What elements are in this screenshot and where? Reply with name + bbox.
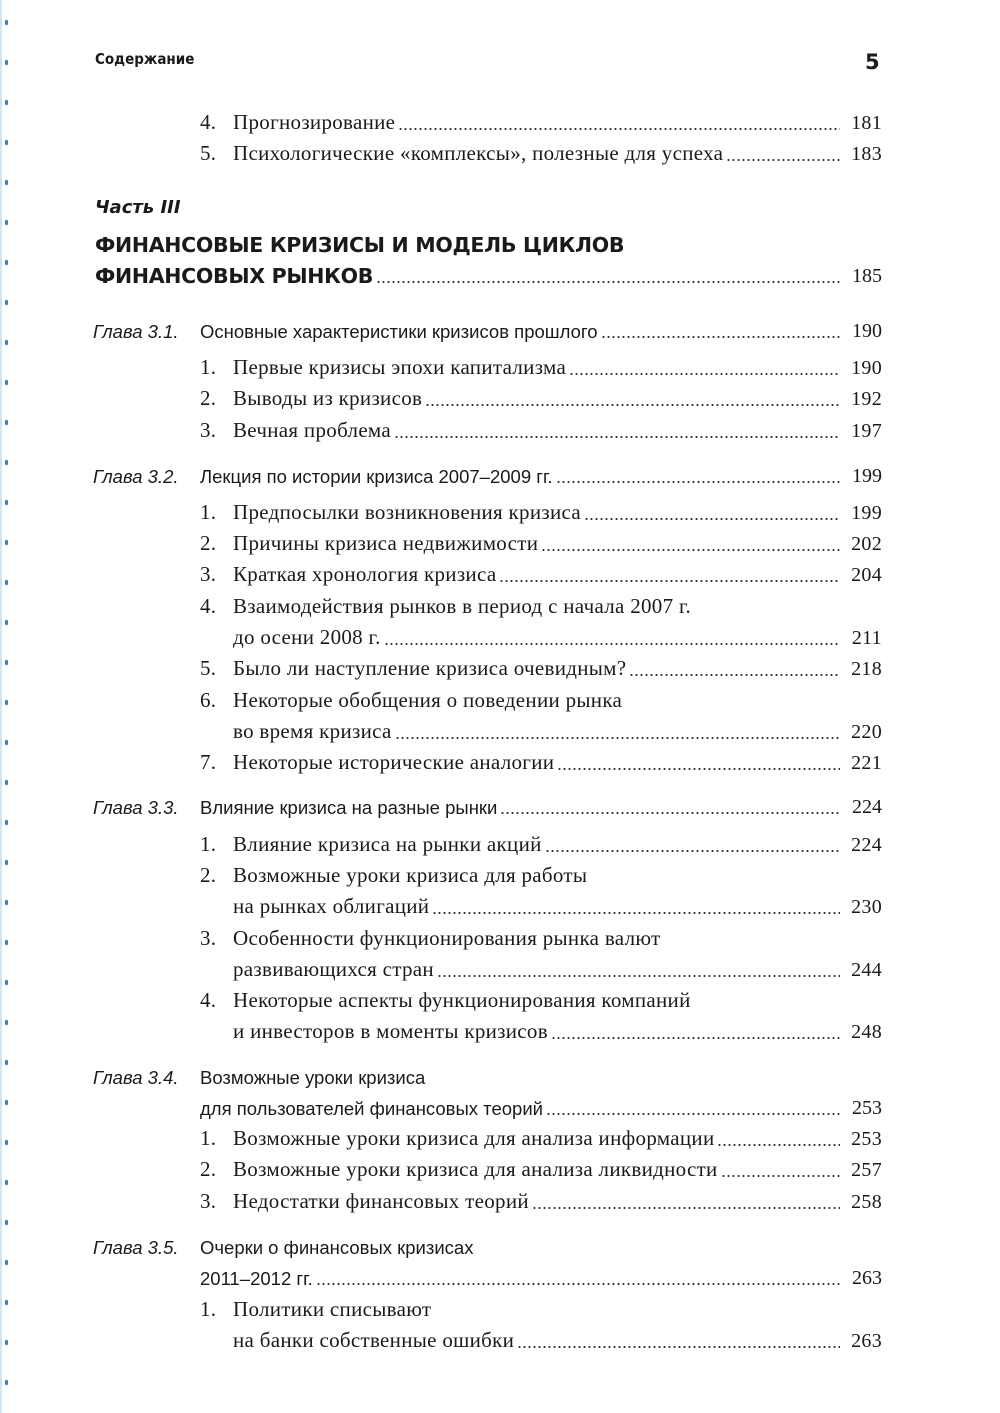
item-number: 1. xyxy=(200,500,217,524)
item-number: 2. xyxy=(200,1157,217,1181)
entry-title: Прогнозирование xyxy=(233,110,396,134)
page-ref: 199 xyxy=(852,465,882,487)
item-number: 4. xyxy=(200,594,217,618)
page-ref: 230 xyxy=(851,896,882,918)
page-ref: 248 xyxy=(851,1021,882,1043)
entry-title: на банки собственные ошибки xyxy=(233,1328,515,1352)
binding-mark xyxy=(5,60,8,65)
leader-dots xyxy=(584,513,840,521)
toc-item[interactable] xyxy=(0,529,1000,560)
entry-title: 2011–2012 гг. xyxy=(200,1268,313,1289)
entry-title: развивающихся стран xyxy=(233,957,434,981)
part-label: Часть III xyxy=(95,197,181,218)
entry-title: Возможные уроки кризиса для работы xyxy=(233,863,588,887)
toc-item[interactable] xyxy=(0,986,1000,1048)
toc-chapter[interactable] xyxy=(0,316,1000,347)
binding-mark xyxy=(5,100,8,105)
page-ref: 253 xyxy=(851,1128,882,1150)
page-ref: 258 xyxy=(851,1191,882,1213)
leader-dots xyxy=(551,1032,840,1040)
toc-chapter[interactable] xyxy=(0,461,1000,492)
toc-item[interactable] xyxy=(0,1295,1000,1357)
leader-dots xyxy=(717,1139,840,1147)
toc-item[interactable] xyxy=(0,384,1000,415)
leader-dots xyxy=(569,368,840,376)
page-ref: 181 xyxy=(851,112,882,134)
page-ref: 199 xyxy=(851,502,882,524)
leader-dots xyxy=(726,154,840,162)
binding-mark xyxy=(5,1380,8,1385)
page-ref: 190 xyxy=(852,320,882,342)
item-number: 3. xyxy=(200,926,217,950)
entry-title: Очерки о финансовых кризисах xyxy=(200,1237,474,1258)
page-ref: 202 xyxy=(851,533,882,555)
page-ref: 190 xyxy=(851,357,882,379)
toc-chapter[interactable] xyxy=(0,1062,1000,1124)
page-ref: 263 xyxy=(852,1267,882,1289)
item-number: 3. xyxy=(200,1189,217,1213)
entry-title: на рынках облигаций xyxy=(233,894,430,918)
page-ref: 263 xyxy=(851,1330,882,1352)
page-ref: 185 xyxy=(852,265,882,287)
leader-dots xyxy=(376,276,840,284)
item-number: 2. xyxy=(200,386,217,410)
entry-title: Некоторые аспекты функционирования компаний xyxy=(233,988,691,1012)
chapter-label: Глава 3.2. xyxy=(93,466,179,487)
toc-item[interactable] xyxy=(0,416,1000,447)
page-ref: 204 xyxy=(851,564,882,586)
leader-dots xyxy=(629,669,840,677)
entry-title: Выводы из кризисов xyxy=(233,386,423,410)
toc-item[interactable] xyxy=(0,686,1000,748)
page-ref: 220 xyxy=(851,721,882,743)
toc-item[interactable] xyxy=(0,353,1000,384)
toc-item[interactable] xyxy=(0,139,1000,170)
chapter-label: Глава 3.1. xyxy=(93,321,179,342)
entry-title: до осени 2008 г. xyxy=(233,625,381,649)
toc-chapter[interactable] xyxy=(0,792,1000,823)
entry-title: Влияние кризиса на разные рынки xyxy=(200,797,498,818)
entry-title: Было ли наступление кризиса очевидным? xyxy=(233,656,627,680)
item-number: 2. xyxy=(200,863,217,887)
item-number: 1. xyxy=(200,355,217,379)
page-ref: 224 xyxy=(852,796,882,818)
entry-title: Некоторые обобщения о поведении рынка xyxy=(233,688,623,712)
entry-title: Краткая хронология кризиса xyxy=(233,562,497,586)
binding-mark xyxy=(5,20,8,25)
leader-dots xyxy=(437,970,840,978)
page-ref: 224 xyxy=(851,834,882,856)
chapter-label: Глава 3.5. xyxy=(93,1237,179,1258)
toc-item[interactable] xyxy=(0,748,1000,779)
item-number: 3. xyxy=(200,418,217,442)
item-number: 2. xyxy=(200,531,217,555)
toc-item[interactable] xyxy=(0,830,1000,861)
toc-item[interactable] xyxy=(0,861,1000,923)
leader-dots xyxy=(556,476,840,484)
entry-title: Вечная проблема xyxy=(233,418,392,442)
entry-title: Основные характеристики кризисов прошлого xyxy=(200,321,598,342)
item-number: 4. xyxy=(200,110,217,134)
leader-dots xyxy=(517,1341,840,1349)
leader-dots xyxy=(316,1278,840,1286)
leader-dots xyxy=(398,123,840,131)
toc-item[interactable] xyxy=(0,108,1000,139)
leader-dots xyxy=(499,575,840,583)
leader-dots xyxy=(721,1170,840,1178)
leader-dots xyxy=(541,544,840,552)
entry-title: Предпосылки возникновения кризиса xyxy=(233,500,582,524)
entry-title: Некоторые исторические аналогии xyxy=(233,750,555,774)
leader-dots xyxy=(394,431,840,439)
entry-title: Возможные уроки кризиса для анализа ликвидности xyxy=(233,1157,718,1181)
binding-mark xyxy=(5,1220,8,1225)
entry-title: Психологические «комплексы», полезные для успеха xyxy=(233,141,724,165)
toc-chapter[interactable] xyxy=(0,1232,1000,1294)
entry-title: Взаимодействия рынков в период с начала 2007 г. xyxy=(233,594,692,618)
part-title-line: ФИНАНСОВЫЕ КРИЗИСЫ И МОДЕЛЬ ЦИКЛОВ xyxy=(95,233,625,257)
entry-title: Возможные уроки кризиса для анализа информации xyxy=(233,1126,715,1150)
toc-item[interactable] xyxy=(0,1155,1000,1186)
toc-item[interactable] xyxy=(0,1187,1000,1218)
page-ref: 218 xyxy=(851,658,882,680)
leader-dots xyxy=(395,732,840,740)
item-number: 1. xyxy=(200,1297,217,1321)
entry-title: для пользователей финансовых теорий xyxy=(200,1098,543,1119)
item-number: 4. xyxy=(200,988,217,1012)
page-ref: 197 xyxy=(851,420,882,442)
entry-title: Возможные уроки кризиса xyxy=(200,1067,426,1088)
entry-title: Лекция по истории кризиса 2007–2009 гг. xyxy=(200,466,553,487)
entry-title: и инвесторов в моменты кризисов xyxy=(233,1019,548,1043)
entry-title: Влияние кризиса на рынки акций xyxy=(233,832,542,856)
leader-dots xyxy=(500,807,840,815)
chapter-label: Глава 3.4. xyxy=(93,1067,179,1088)
leader-dots xyxy=(425,399,840,407)
toc-item[interactable] xyxy=(0,654,1000,685)
leader-dots xyxy=(601,331,840,339)
leader-dots xyxy=(432,907,840,915)
binding-mark xyxy=(5,180,8,185)
item-number: 7. xyxy=(200,750,217,774)
page-ref: 183 xyxy=(851,143,882,165)
page-ref: 211 xyxy=(851,627,882,649)
entry-title: Политики списывают xyxy=(233,1297,432,1321)
item-number: 1. xyxy=(200,1126,217,1150)
leader-dots xyxy=(557,763,840,771)
leader-dots xyxy=(545,845,840,853)
part-title-line: ФИНАНСОВЫХ РЫНКОВ xyxy=(95,264,374,288)
item-number: 6. xyxy=(200,688,217,712)
page-ref: 257 xyxy=(851,1159,882,1181)
running-header: Содержание xyxy=(95,50,195,68)
entry-title: Особенности функционирования рынка валют xyxy=(233,926,661,950)
toc-item[interactable] xyxy=(0,498,1000,529)
item-number: 1. xyxy=(200,832,217,856)
part-title[interactable] xyxy=(0,230,1000,292)
binding-mark xyxy=(5,220,8,225)
entry-title: во время кризиса xyxy=(233,719,392,743)
page-ref: 221 xyxy=(851,752,882,774)
binding-mark xyxy=(5,780,8,785)
leader-dots xyxy=(546,1108,840,1116)
item-number: 3. xyxy=(200,562,217,586)
page-ref: 244 xyxy=(851,959,882,981)
entry-title: Причины кризиса недвижимости xyxy=(233,531,539,555)
binding-mark xyxy=(5,300,8,305)
page-ref: 253 xyxy=(852,1097,882,1119)
leader-dots xyxy=(532,1202,840,1210)
item-number: 5. xyxy=(200,141,217,165)
entry-title: Первые кризисы эпохи капитализма xyxy=(233,355,567,379)
entry-title: Недостатки финансовых теорий xyxy=(233,1189,529,1213)
toc-item[interactable] xyxy=(0,592,1000,654)
page-ref: 192 xyxy=(851,388,882,410)
leader-dots xyxy=(384,638,840,646)
toc-item[interactable] xyxy=(0,924,1000,986)
chapter-label: Глава 3.3. xyxy=(93,797,179,818)
item-number: 5. xyxy=(200,656,217,680)
toc-item[interactable] xyxy=(0,1124,1000,1155)
page-number: 5 xyxy=(865,50,880,74)
toc-item[interactable] xyxy=(0,560,1000,591)
